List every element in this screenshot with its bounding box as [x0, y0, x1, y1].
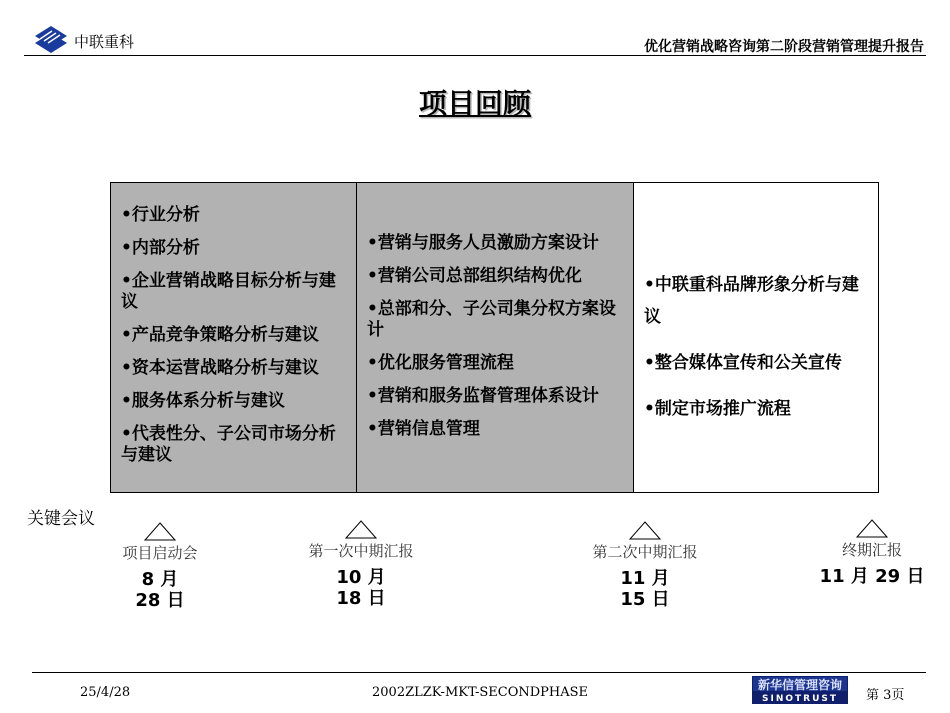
list-item: •制定市场推广流程 [644, 399, 791, 419]
phase-2-list [367, 233, 629, 452]
list-item: •资本运营战略分析与建议 [121, 358, 319, 378]
page-title: 项目回顾 [418, 87, 531, 120]
phase-column-3 [633, 182, 879, 493]
triangle-marker-icon [345, 520, 377, 539]
key-meetings-label: 关键会议 [27, 509, 95, 529]
list-item: •营销公司总部组织结构优化 [367, 266, 582, 286]
list-item: •营销与服务人员激励方案设计 [367, 233, 599, 253]
triangle-marker-icon [856, 519, 888, 538]
list-item: •营销和服务监督管理体系设计 [367, 386, 599, 406]
logo-en-text: SINOTRUST [761, 694, 839, 704]
footer-date: 25/4/28 [80, 685, 131, 700]
phase-1-list [121, 205, 349, 478]
list-item: •企业营销战略目标分析与建议 [121, 271, 336, 312]
milestone-name: 终期汇报 [841, 541, 902, 559]
list-item: •中联重科品牌形象分析与建议 [644, 275, 859, 327]
list-item: •优化服务管理流程 [367, 353, 514, 373]
page-number: 第 3页 [866, 688, 905, 703]
milestone-date: 11 月 15 日 [620, 568, 670, 610]
list-item: •营销信息管理 [367, 419, 480, 439]
milestone-date: 10 月 18 日 [336, 567, 386, 609]
company-name: 中联重科 [74, 33, 135, 51]
header-divider [24, 55, 926, 56]
list-item: •内部分析 [121, 238, 200, 258]
report-title: 优化营销战略咨询第二阶段营销管理提升报告 [644, 39, 924, 55]
footer-divider [32, 672, 926, 673]
triangle-marker-icon [144, 522, 176, 541]
triangle-marker-icon [629, 521, 661, 540]
logo-cn-text: 新华信管理咨询 [757, 678, 843, 692]
list-item: •整合媒体宣传和公关宣传 [644, 353, 842, 373]
list-item: •行业分析 [121, 205, 200, 225]
milestone-kickoff [110, 522, 210, 611]
sinotrust-logo-icon [752, 676, 848, 704]
list-item: •服务体系分析与建议 [121, 391, 285, 411]
list-item: •代表性分、子公司市场分析与建议 [121, 424, 336, 465]
phase-column-1 [110, 182, 357, 493]
milestone-name: 第二次中期汇报 [592, 543, 698, 561]
milestone-first-interim [306, 520, 416, 609]
zoomlion-logo-icon [32, 24, 70, 54]
phase-column-2 [356, 182, 634, 493]
milestone-final [812, 519, 932, 587]
document-code: 2002ZLZK-MKT-SECONDPHASE [372, 685, 589, 700]
list-item: •产品竞争策略分析与建议 [121, 325, 319, 345]
milestone-date: 11 月 29 日 [819, 566, 925, 587]
milestone-name: 项目启动会 [122, 544, 198, 562]
list-item: •总部和分、子公司集分权方案设计 [367, 299, 616, 340]
phase-3-list [644, 269, 872, 439]
milestone-date: 8 月 28 日 [135, 569, 185, 611]
milestone-second-interim [590, 521, 700, 610]
milestone-name: 第一次中期汇报 [308, 542, 414, 560]
